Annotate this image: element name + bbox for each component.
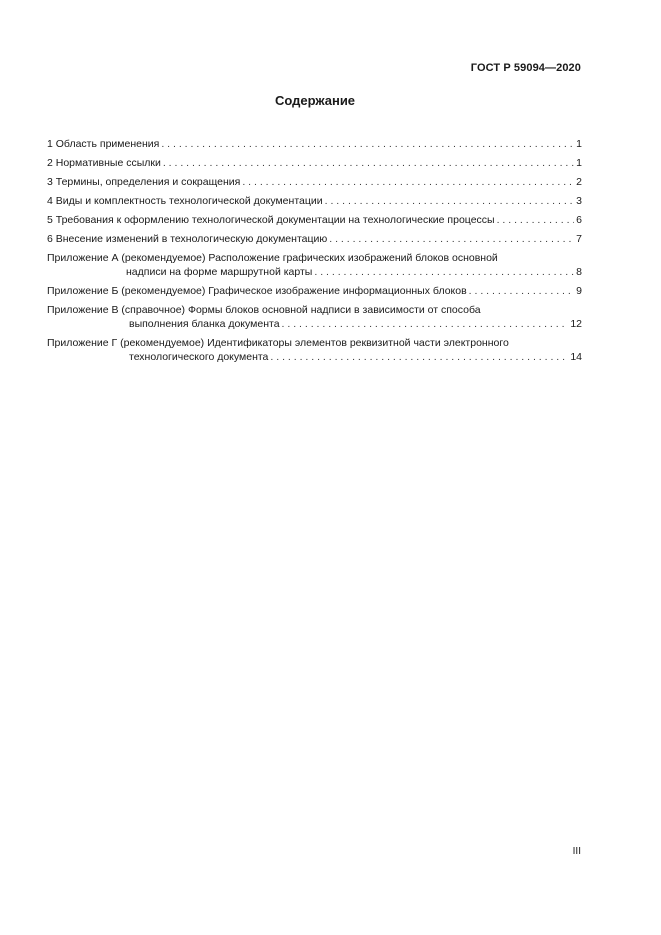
- toc-item[interactable]: [47, 194, 582, 208]
- toc-item[interactable]: [47, 156, 582, 170]
- page-number: III: [572, 846, 581, 857]
- toc-item[interactable]: [47, 175, 582, 189]
- toc-appendix-g[interactable]: [47, 336, 582, 364]
- toc-item-page: 6: [576, 214, 582, 226]
- leader-dots: [163, 156, 574, 170]
- toc-item-title: 1 Область применения: [47, 138, 160, 150]
- toc-appendix-v[interactable]: [47, 303, 582, 331]
- toc-item[interactable]: [47, 213, 582, 227]
- toc-appendix-title: Приложение Б (рекомендуемое) Графическое изображение информационных блоков: [47, 285, 467, 297]
- leader-dots: [469, 284, 574, 298]
- standard-code: ГОСТ Р 59094—2020: [470, 62, 581, 74]
- toc-item-title: 3 Термины, определения и сокращения: [47, 176, 241, 188]
- toc-item[interactable]: [47, 137, 582, 151]
- toc-item-title: 5 Требования к оформлению технологической документации на технологические процессы: [47, 214, 495, 226]
- leader-dots: [282, 317, 569, 331]
- toc-item-page: 1: [576, 138, 582, 150]
- toc-appendix-title-cont: надписи на форме маршрутной карты: [126, 266, 313, 278]
- toc-item-page: 1: [576, 157, 582, 169]
- leader-dots: [329, 232, 574, 246]
- toc-appendix-title: Приложение А (рекомендуемое) Расположение графических изображений блоков основной: [47, 252, 498, 264]
- page-title: Содержание: [274, 93, 356, 108]
- toc-appendix-title-cont: технологического документа: [129, 351, 269, 363]
- toc-item[interactable]: [47, 232, 582, 246]
- toc-appendix-title: Приложение В (справочное) Формы блоков основной надписи в зависимости от способа: [47, 304, 481, 316]
- toc-item-title: 6 Внесение изменений в технологическую документацию: [47, 233, 328, 245]
- toc-item-page: 9: [576, 285, 582, 297]
- toc-item-title: 4 Виды и комплектность технологической документации: [47, 195, 323, 207]
- toc-item-page: 12: [570, 318, 582, 330]
- toc-appendix-title: Приложение Г (рекомендуемое) Идентификаторы элементов реквизитной части электронного: [47, 337, 509, 349]
- toc-appendix-b[interactable]: [47, 284, 582, 298]
- toc-item-page: 14: [570, 351, 582, 363]
- toc-appendix-title-cont: выполнения бланка документа: [129, 318, 280, 330]
- leader-dots: [242, 175, 574, 189]
- toc-item-page: 8: [576, 266, 582, 278]
- leader-dots: [314, 265, 574, 279]
- toc-item-title: 2 Нормативные ссылки: [47, 157, 161, 169]
- toc-item-page: 2: [576, 176, 582, 188]
- table-of-contents: [47, 137, 582, 369]
- toc-item-page: 7: [576, 233, 582, 245]
- toc-appendix-a[interactable]: [47, 251, 582, 279]
- leader-dots: [497, 213, 575, 227]
- leader-dots: [325, 194, 575, 208]
- leader-dots: [161, 137, 574, 151]
- leader-dots: [270, 350, 568, 364]
- toc-item-page: 3: [576, 195, 582, 207]
